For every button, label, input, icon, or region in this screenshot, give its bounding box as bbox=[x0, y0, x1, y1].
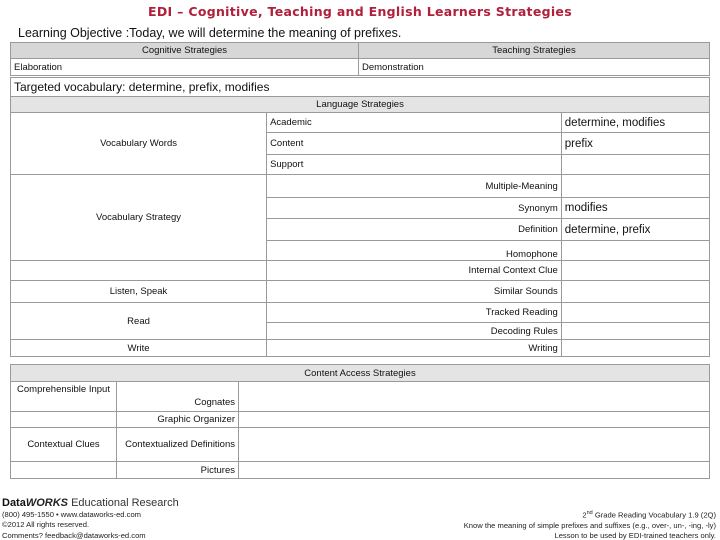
content-label: Content bbox=[267, 133, 562, 155]
listen-speak-label: Listen, Speak bbox=[11, 281, 267, 303]
lesson-description: Know the meaning of simple prefixes and suffixes (e.g., over-, un-, -ing, -ly) bbox=[463, 520, 716, 530]
language-strategies-table bbox=[10, 96, 710, 357]
vocabulary-strategy-label: Vocabulary Strategy bbox=[11, 175, 267, 261]
content-access-header: Content Access Strategies bbox=[11, 365, 710, 382]
internal-context-clue-label: Internal Context Clue bbox=[267, 261, 562, 281]
academic-label: Academic bbox=[267, 113, 562, 133]
tracked-reading-label: Tracked Reading bbox=[267, 303, 562, 323]
targeted-vocabulary: Targeted vocabulary: determine, prefix, modifies bbox=[11, 78, 710, 97]
synonym-value: modifies bbox=[561, 198, 709, 219]
targeted-vocabulary-table bbox=[10, 77, 710, 97]
cognitive-strategies-header: Cognitive Strategies bbox=[11, 43, 359, 59]
similar-sounds-label: Similar Sounds bbox=[267, 281, 562, 303]
footer-copyright: ©2012 All rights reserved. bbox=[2, 520, 90, 529]
teaching-strategy-value: Demonstration bbox=[359, 59, 710, 76]
content-value: prefix bbox=[561, 133, 709, 155]
page-title: EDI – Cognitive, Teaching and English Learners Strategies bbox=[148, 4, 572, 19]
multiple-meaning-label: Multiple-Meaning bbox=[267, 175, 562, 198]
cognitive-strategy-value: Elaboration bbox=[11, 59, 359, 76]
footer-left bbox=[2, 498, 179, 540]
lesson-note: Lesson to be used by EDI-trained teachers only. bbox=[554, 530, 716, 540]
footer-phone-web: (800) 495-1550 • www.dataworks-ed.com bbox=[2, 509, 141, 519]
lesson-title: 2nd Grade Reading Vocabulary 1.9 (2Q) bbox=[582, 510, 716, 520]
dataworks-logo: DataWORKS Educational Research bbox=[2, 497, 179, 509]
learning-objective: Learning Objective :Today, we will determine the meaning of prefixes. bbox=[18, 26, 402, 40]
footer-right bbox=[464, 508, 716, 540]
pictures-label: Pictures bbox=[117, 462, 239, 479]
strategies-table bbox=[10, 42, 710, 76]
footer-comments[interactable]: Comments? feedback@dataworks-ed.com bbox=[2, 530, 146, 540]
language-strategies-header: Language Strategies bbox=[11, 97, 710, 113]
writing-label: Writing bbox=[267, 340, 562, 357]
support-label: Support bbox=[267, 155, 562, 175]
contextual-clues-label: Contextual Clues bbox=[11, 428, 117, 462]
graphic-organizer-label: Graphic Organizer bbox=[117, 412, 239, 428]
teaching-strategies-header: Teaching Strategies bbox=[359, 43, 710, 59]
content-access-table bbox=[10, 364, 710, 479]
vocabulary-words-label: Vocabulary Words bbox=[11, 113, 267, 175]
write-label: Write bbox=[11, 340, 267, 357]
definition-value: determine, prefix bbox=[561, 219, 709, 241]
synonym-label: Synonym bbox=[267, 198, 562, 219]
academic-value: determine, modifies bbox=[561, 113, 709, 133]
comprehensible-input-label: Comprehensible Input bbox=[11, 382, 117, 412]
cognates-label: Cognates bbox=[117, 382, 239, 412]
read-label: Read bbox=[11, 303, 267, 340]
homophone-label: Homophone bbox=[267, 241, 562, 261]
decoding-rules-label: Decoding Rules bbox=[267, 323, 562, 340]
contextualized-definitions-label: Contextualized Definitions bbox=[117, 428, 239, 462]
definition-label: Definition bbox=[267, 219, 562, 241]
